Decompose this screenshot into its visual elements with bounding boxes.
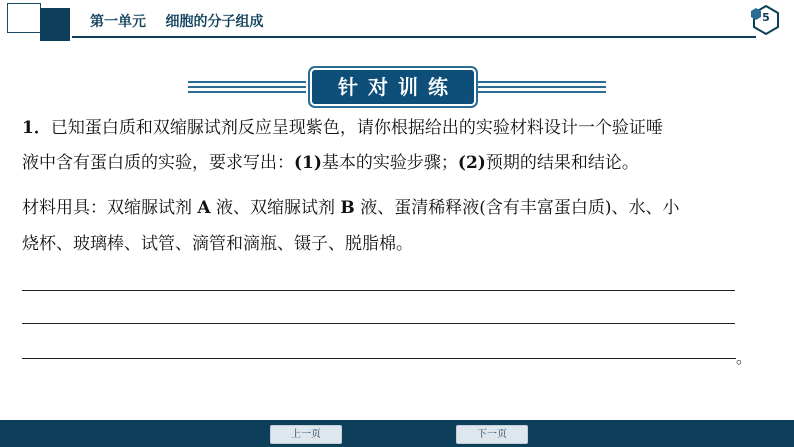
question-text-2: 液中含有蛋白质的实验，要求写出：	[22, 153, 294, 173]
chapter-label: 细胞的分子组成	[165, 14, 264, 30]
part-1-number: (1)	[294, 153, 322, 173]
footer-bar	[0, 420, 794, 447]
question-number: 1	[22, 118, 34, 138]
banner-decoration-right	[478, 80, 606, 94]
materials-line-1	[22, 197, 679, 219]
next-page-button[interactable]: 下一页	[456, 425, 528, 444]
materials-text-b: 液、双缩脲试剂	[216, 198, 336, 218]
part-2-text: 预期的结果和结论。	[485, 153, 639, 173]
part-1-text: 基本的实验步骤；	[321, 153, 458, 173]
banner-decoration-left	[188, 80, 306, 94]
materials-text-c: 液、蛋清稀释液(含有丰富蛋白质)、水、小	[360, 198, 680, 218]
reagent-a: A	[197, 198, 211, 218]
page-number: 5	[762, 11, 770, 24]
unit-label: 第一单元	[90, 14, 146, 30]
part-2-number: (2)	[457, 153, 486, 173]
answer-line-1[interactable]	[22, 290, 735, 291]
header-rule	[72, 36, 756, 38]
section-title: 针对训练	[338, 75, 458, 99]
header-decoration-outline	[7, 3, 41, 33]
question-line-2	[22, 152, 639, 174]
reagent-b: B	[340, 198, 355, 218]
question-line-1: 1．已知蛋白质和双缩脲试剂反应呈现紫色，请你根据给出的实验材料设计一个验证唾	[22, 118, 663, 138]
header-title	[90, 11, 264, 31]
question-text-1: 已知蛋白质和双缩脲试剂反应呈现紫色，请你根据给出的实验材料设计一个验证唾	[50, 118, 663, 138]
materials-text-a: 材料用具：双缩脲试剂	[22, 198, 192, 218]
header-decoration-block	[40, 8, 70, 41]
materials-line-2	[22, 233, 413, 255]
answer-line-3[interactable]	[22, 358, 736, 359]
prev-page-button[interactable]: 上一页	[270, 425, 342, 444]
answer-end-mark: 。	[736, 348, 753, 367]
materials-text-2: 烧杯、玻璃棒、试管、滴管和滴瓶、镊子、脱脂棉。	[22, 234, 413, 254]
answer-line-2[interactable]	[22, 323, 735, 324]
